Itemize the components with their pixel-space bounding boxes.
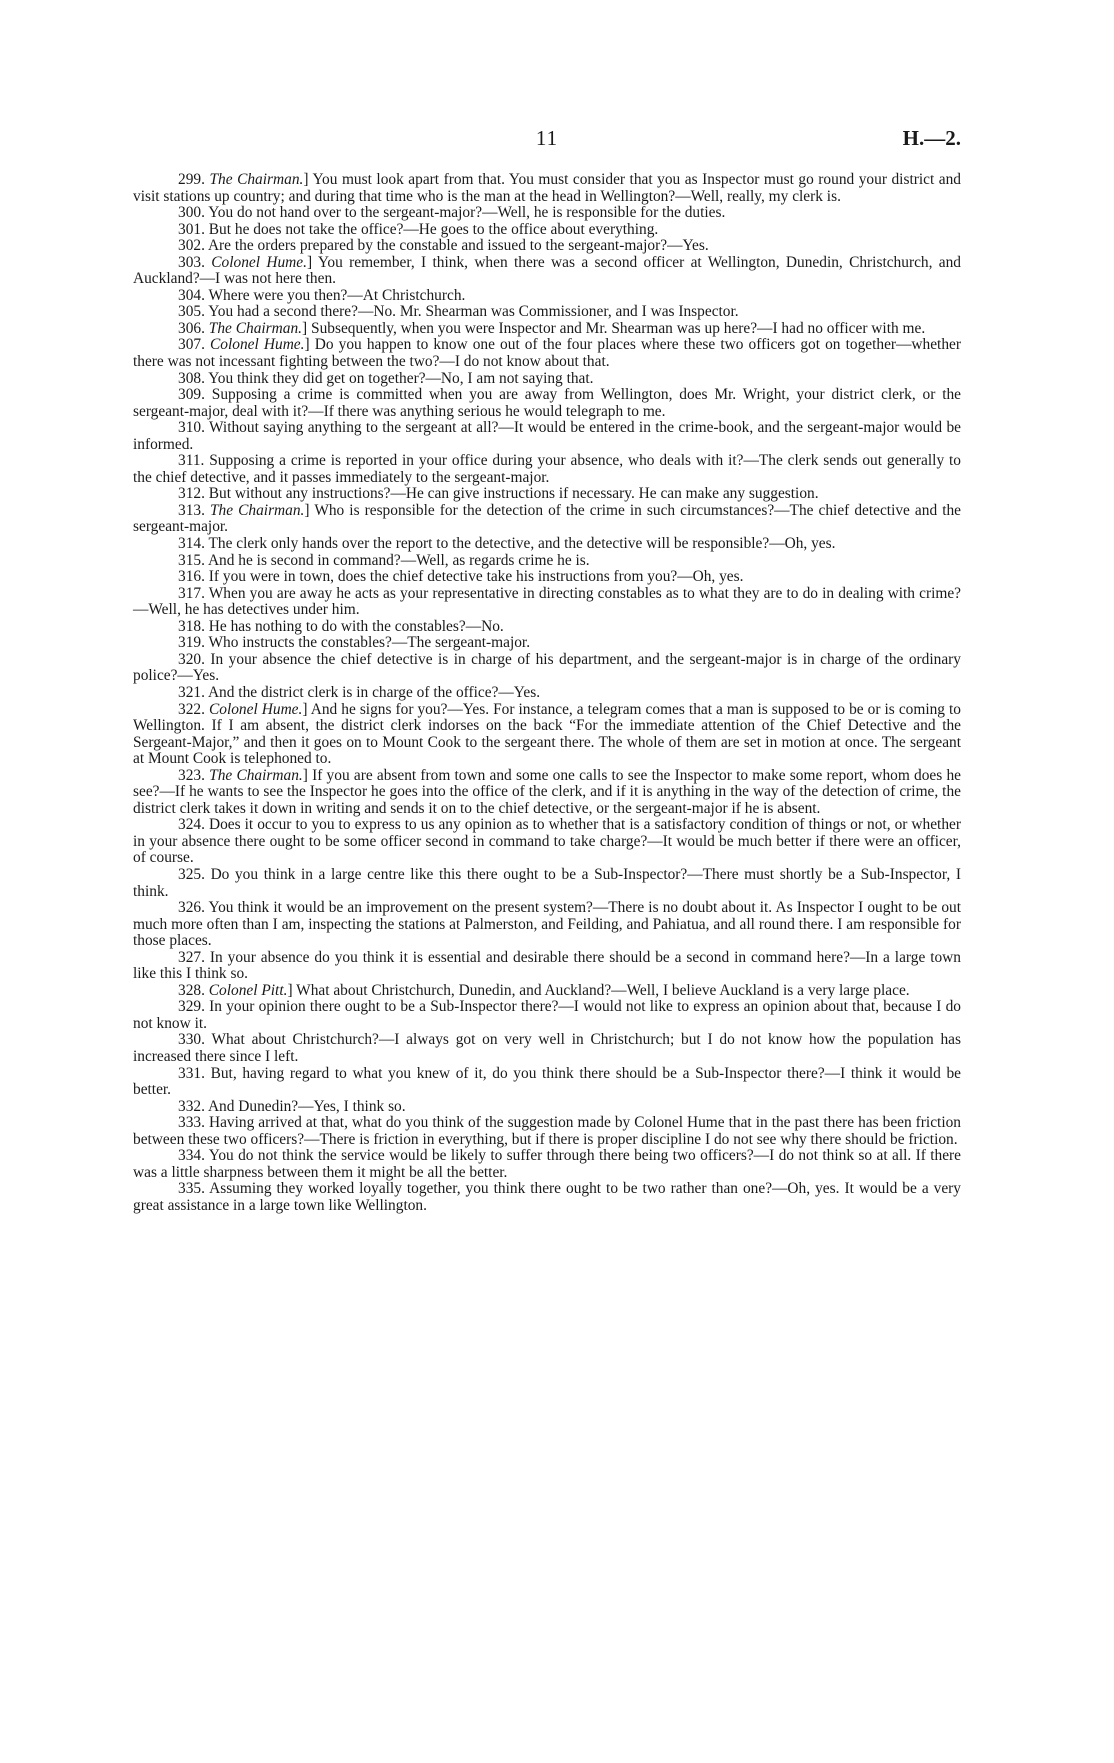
testimony-paragraph <box>133 238 961 255</box>
testimony-text: You remember, I think, when there was a second officer at Wellington, Dunedin, Christchurch, and Auckland?—I was not here then. <box>133 253 961 288</box>
testimony-paragraph <box>133 867 961 900</box>
testimony-text: Supposing a crime is reported in your office during your absence, who deals with it?—The clerk sends out generally to the chief detective, and it passes immediately to the sergeant-major. <box>133 452 961 486</box>
question-number: 332. <box>178 1097 205 1115</box>
testimony-text: What about Christchurch, Dunedin, and Auckland?—Well, I believe Auckland is a very large place. <box>292 981 910 999</box>
testimony-text: Who instructs the constables?—The sergeant-major. <box>208 634 531 652</box>
testimony-text: Having arrived at that, what do you think of the suggestion made by Colonel Hume that in the past there has been friction between these two officers?—There is friction in everything, but if there is proper discipline I do not see why there should be friction. <box>133 1114 961 1148</box>
page-header <box>133 126 961 156</box>
testimony-paragraph <box>133 387 961 420</box>
speaker-name: Colonel Hume. <box>210 336 305 354</box>
testimony-paragraph <box>133 536 961 553</box>
testimony-paragraph <box>133 255 961 288</box>
testimony-text: And he is second in command?—Well, as regards crime he is. <box>207 551 590 569</box>
testimony-paragraph <box>133 553 961 570</box>
testimony-paragraph <box>133 569 961 586</box>
speaker-bracket: ] <box>302 766 308 784</box>
testimony-text: Supposing a crime is committed when you are away from Wellington, does Mr. Wright, your district clerk, or the sergeant-major, deal with it?—If there was anything serious he would telegraph to me. <box>133 386 961 420</box>
testimony-text: But he does not take the office?—He goes to the office about everything. <box>208 220 659 238</box>
testimony-text: The clerk only hands over the report to the detective, and the detective will be responsible?—Oh, yes. <box>208 535 836 553</box>
testimony-text: Do you think in a large centre like this there ought to be a Sub-Inspector?—There must shortly be a Sub-Inspector, I think. <box>133 865 961 900</box>
testimony-paragraph <box>133 288 961 305</box>
testimony-text: You think it would be an improvement on the present system?—There is no doubt about it. As Inspector I ought to be out much more often than I am, inspecting the stations at Palmerston, and Feilding, and Pahiatua, and all round there. I am responsible for those places. <box>133 899 962 950</box>
question-number: 323. <box>178 766 205 784</box>
testimony-text: You do not think the service would be likely to suffer through there being two officers?—I do not think so at all. If there was a little sharpness between them it might be all the better. <box>133 1147 962 1181</box>
testimony-paragraph <box>133 702 961 768</box>
testimony-paragraph <box>133 1148 961 1181</box>
question-number: 319. <box>178 634 205 652</box>
testimony-text: When you are away he acts as your representative in directing constables as to what they are to do in dealing with crime?—Well, he has detectives under him. <box>133 584 961 619</box>
speaker-bracket: ] <box>306 253 313 271</box>
testimony-paragraph <box>133 222 961 239</box>
question-number: 330. <box>178 1031 205 1049</box>
testimony-paragraph <box>133 304 961 321</box>
testimony-paragraph <box>133 1066 961 1099</box>
testimony-text: Where were you then?—At Christchurch. <box>208 286 466 304</box>
question-number: 308. <box>178 369 205 387</box>
speaker-name: Colonel Pitt. <box>208 981 288 999</box>
speaker-name: The Chairman. <box>209 766 303 784</box>
question-number: 315. <box>178 551 205 569</box>
testimony-paragraph <box>133 503 961 536</box>
testimony-text: In your absence do you think it is essential and desirable there should be a second in command here?—In a large town like this I think so. <box>133 948 961 983</box>
speaker-bracket: ] <box>302 319 308 337</box>
question-number: 302. <box>178 237 205 255</box>
testimony-text: In your opinion there ought to be a Sub-Inspector there?—I would not like to express an opinion about that, because I do not know it. <box>133 998 961 1032</box>
question-number: 331. <box>178 1064 205 1082</box>
testimony-paragraph <box>133 205 961 222</box>
testimony-text: Without saying anything to the sergeant at all?—It would be entered in the crime-book, and the sergeant-major would be informed. <box>133 419 961 453</box>
testimony-text: You must look apart from that. You must consider that you as Inspector must go round your district and visit stations up country; and during that time who is the man at the head in Wellington?—Well, really, my clerk is. <box>133 171 961 205</box>
question-number: 304. <box>178 286 205 304</box>
question-number: 316. <box>178 568 205 586</box>
testimony-text: But, having regard to what you knew of it, do you think there should be a Sub-Inspector there?—I think it would be better. <box>133 1064 961 1099</box>
testimony-text: You had a second there?—No. Mr. Shearman was Commissioner, and I was Inspector. <box>208 303 739 321</box>
speaker-bracket: ] <box>302 700 308 718</box>
testimony-text: But without any instructions?—He can give instructions if necessary. He can make any suggestion. <box>208 485 819 503</box>
question-number: 307. <box>178 336 205 354</box>
testimony-paragraph <box>133 950 961 983</box>
testimony-text: If you are absent from town and some one calls to see the Inspector to make some report, whom does he see?—If he wants to see the Inspector he goes into the office of the clerk, and if it is anything in the way of the detection of crime, the district clerk takes it down in writing and sends it on to the chief detective, or the sergeant-major if he is absent. <box>133 766 961 817</box>
testimony-paragraph <box>133 321 961 338</box>
testimony-paragraph <box>133 172 961 205</box>
question-number: 334. <box>178 1147 205 1165</box>
testimony-text: Subsequently, when you were Inspector and Mr. Shearman was up here?—I had no officer with me. <box>307 319 926 337</box>
question-number: 300. <box>178 204 205 222</box>
question-number: 322. <box>178 700 205 718</box>
question-number: 329. <box>178 998 205 1016</box>
testimony-text: Do you happen to know one out of the four places where these two officers got on together—whether there was not incessant fighting between the two?—I do not know about that. <box>133 336 961 371</box>
testimony-paragraph <box>133 768 961 818</box>
speaker-name: Colonel Hume. <box>208 700 303 718</box>
testimony-paragraph <box>133 1032 961 1065</box>
question-number: 321. <box>178 683 205 701</box>
speaker-bracket: ] <box>304 336 310 354</box>
speaker-name: The Chairman. <box>209 171 304 188</box>
testimony-text: Assuming they worked loyally together, you think there ought to be two rather than one?—Oh, yes. It would be a very great assistance in a large town like Wellington. <box>133 1180 961 1214</box>
testimony-paragraph <box>133 586 961 619</box>
testimony-paragraph <box>133 999 961 1032</box>
testimony-text: And he signs for you?—Yes. For instance, a telegram comes that a man is supposed to be or is coming to Wellington. If I am absent, the district clerk indorses on the back “For the immediate attention of the Chief Detective and the Sergeant-Major,” and then it goes on to Mount Cook to the sergeant there. The whole of them are set in motion at once. The sergeant at Mount Cook is telephoned to. <box>133 700 961 768</box>
question-number: 328. <box>178 981 205 999</box>
testimony-body <box>133 172 961 1214</box>
testimony-paragraph <box>133 900 961 950</box>
testimony-text: You do not hand over to the sergeant-major?—Well, he is responsible for the duties. <box>208 204 726 222</box>
testimony-text: And Dunedin?—Yes, I think so. <box>207 1097 406 1115</box>
testimony-paragraph <box>133 652 961 685</box>
testimony-paragraph <box>133 619 961 636</box>
testimony-text: In your absence the chief detective is in charge of his department, and the sergeant-major is in charge of the ordinary police?—Yes. <box>133 650 961 685</box>
testimony-paragraph <box>133 1181 961 1214</box>
testimony-paragraph <box>133 420 961 453</box>
question-number: 335. <box>178 1180 205 1198</box>
speaker-bracket: ] <box>287 981 293 999</box>
testimony-text: You think they did get on together?—No, I am not saying that. <box>208 369 594 387</box>
question-number: 310. <box>178 419 205 437</box>
testimony-paragraph <box>133 685 961 702</box>
question-number: 314. <box>178 535 205 553</box>
speaker-bracket: ] <box>303 171 309 188</box>
page-number: 11 <box>535 126 559 150</box>
speaker-name: The Chairman. <box>210 501 305 519</box>
question-number: 320. <box>178 650 205 668</box>
question-number: 313. <box>178 501 205 519</box>
question-number: 324. <box>178 816 205 834</box>
question-number: 317. <box>178 584 205 602</box>
question-number: 312. <box>178 485 205 503</box>
testimony-text: If you were in town, does the chief detective take his instructions from you?—Oh, yes. <box>208 568 744 586</box>
testimony-paragraph <box>133 1099 961 1116</box>
question-number: 327. <box>178 948 205 966</box>
question-number: 301. <box>178 220 205 238</box>
speaker-bracket: ] <box>304 501 310 519</box>
question-number: 309. <box>178 386 205 404</box>
question-number: 305. <box>178 303 205 321</box>
document-reference: H.—2. <box>902 126 961 150</box>
testimony-paragraph <box>133 337 961 370</box>
question-number: 326. <box>178 899 205 917</box>
question-number: 299. <box>178 171 205 188</box>
testimony-text: What about Christchurch?—I always got on very well in Christchurch; but I do not know how the population has increased there since I left. <box>133 1031 961 1065</box>
testimony-paragraph <box>133 453 961 486</box>
speaker-name: Colonel Hume. <box>211 253 307 271</box>
testimony-paragraph <box>133 817 961 867</box>
testimony-text: Are the orders prepared by the constable and issued to the sergeant-major?—Yes. <box>207 237 709 255</box>
testimony-text: And the district clerk is in charge of the office?—Yes. <box>207 683 541 701</box>
speaker-name: The Chairman. <box>208 319 303 337</box>
testimony-text: He has nothing to do with the constables?—No. <box>208 617 504 635</box>
question-number: 311. <box>178 452 205 470</box>
testimony-paragraph <box>133 486 961 503</box>
question-number: 325. <box>178 865 205 883</box>
testimony-text: Does it occur to you to express to us any opinion as to whether that is a satisfactory condition of things or not, or whether in your absence there ought to be some officer second in command to take charge?—It would be much better if there were an officer, of course. <box>133 816 961 867</box>
testimony-paragraph <box>133 635 961 652</box>
testimony-paragraph <box>133 371 961 388</box>
question-number: 303. <box>178 253 205 271</box>
testimony-text: Who is responsible for the detection of the crime in such circumstances?—The chief detective and the sergeant-major. <box>133 501 961 536</box>
testimony-paragraph <box>133 983 961 1000</box>
question-number: 306. <box>178 319 205 337</box>
question-number: 333. <box>178 1114 205 1132</box>
question-number: 318. <box>178 617 205 635</box>
testimony-paragraph <box>133 1115 961 1148</box>
